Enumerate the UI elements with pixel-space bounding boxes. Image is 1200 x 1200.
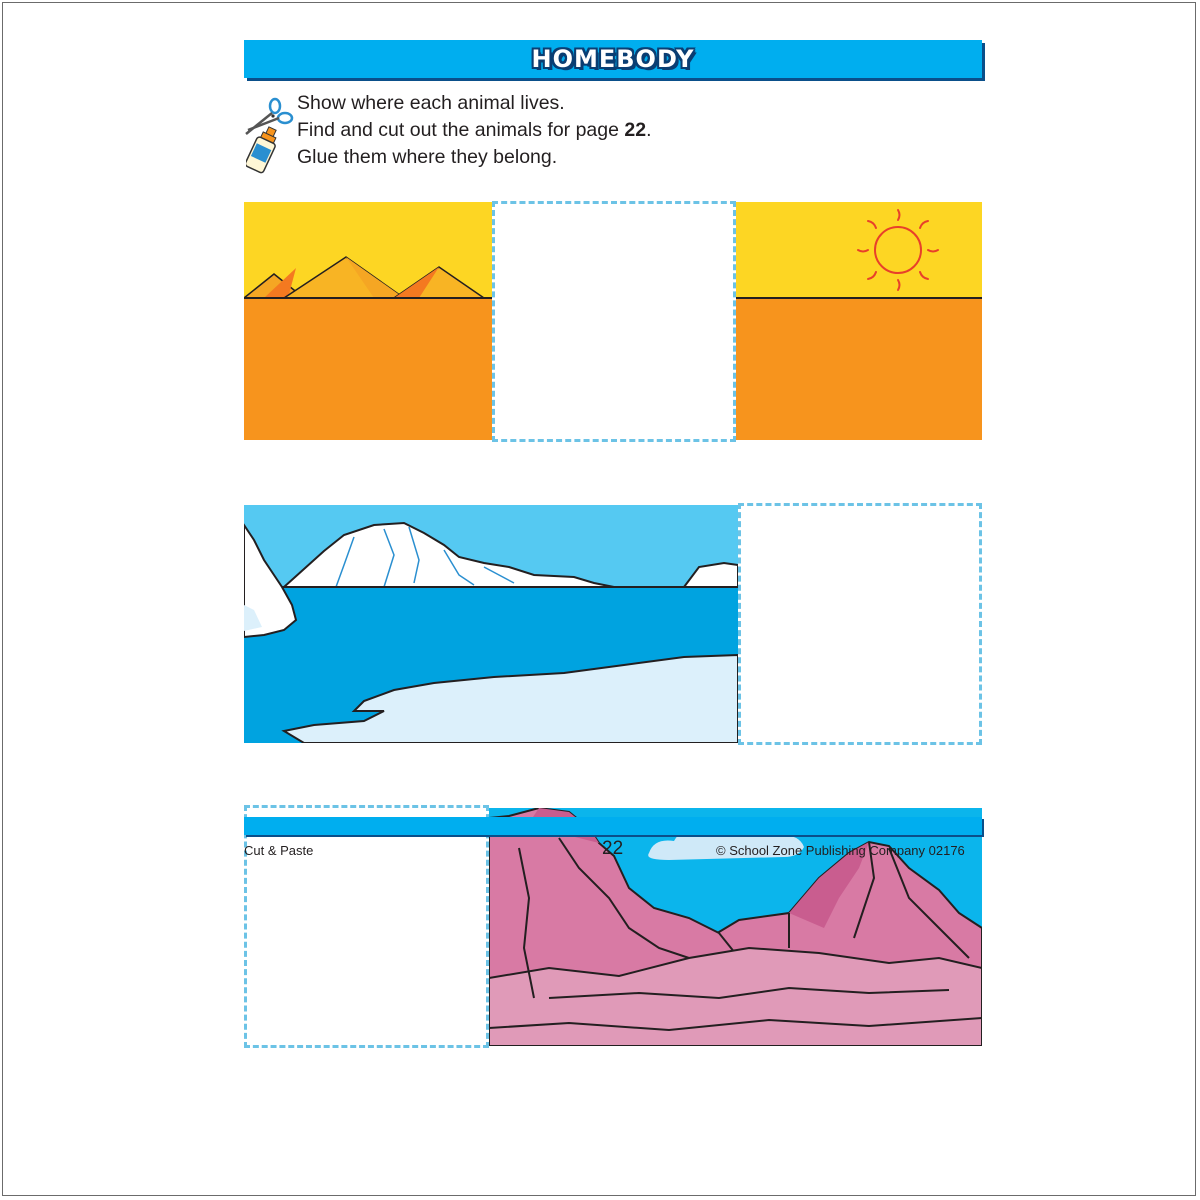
instructions	[297, 90, 652, 171]
instruction-line-1: Show where each animal lives.	[297, 92, 565, 114]
title-bar	[244, 40, 982, 78]
arctic-scene	[244, 505, 738, 743]
desert-pyramids-scene	[244, 202, 492, 440]
footer-copyright: © School Zone Publishing Company 02176	[716, 843, 965, 858]
instruction-page-ref: 22	[624, 119, 647, 141]
page-title: HOMEBODY	[531, 45, 695, 73]
cutout-placeholder-2	[738, 503, 982, 745]
instruction-line-2	[297, 117, 652, 144]
cutout-placeholder-1	[492, 201, 736, 442]
desert-sun-scene	[736, 202, 982, 440]
instruction-line-3: Glue them where they belong.	[297, 146, 558, 168]
instruction-line-2-end: .	[646, 119, 652, 141]
cutout-placeholder-3	[244, 805, 489, 1048]
instruction-line-2-text: Find and cut out the animals for page	[297, 119, 625, 141]
footer-section-label: Cut & Paste	[244, 843, 314, 858]
glue-bottle-icon	[246, 126, 286, 178]
page-number: 22	[602, 838, 624, 859]
footer-bar	[244, 817, 982, 835]
